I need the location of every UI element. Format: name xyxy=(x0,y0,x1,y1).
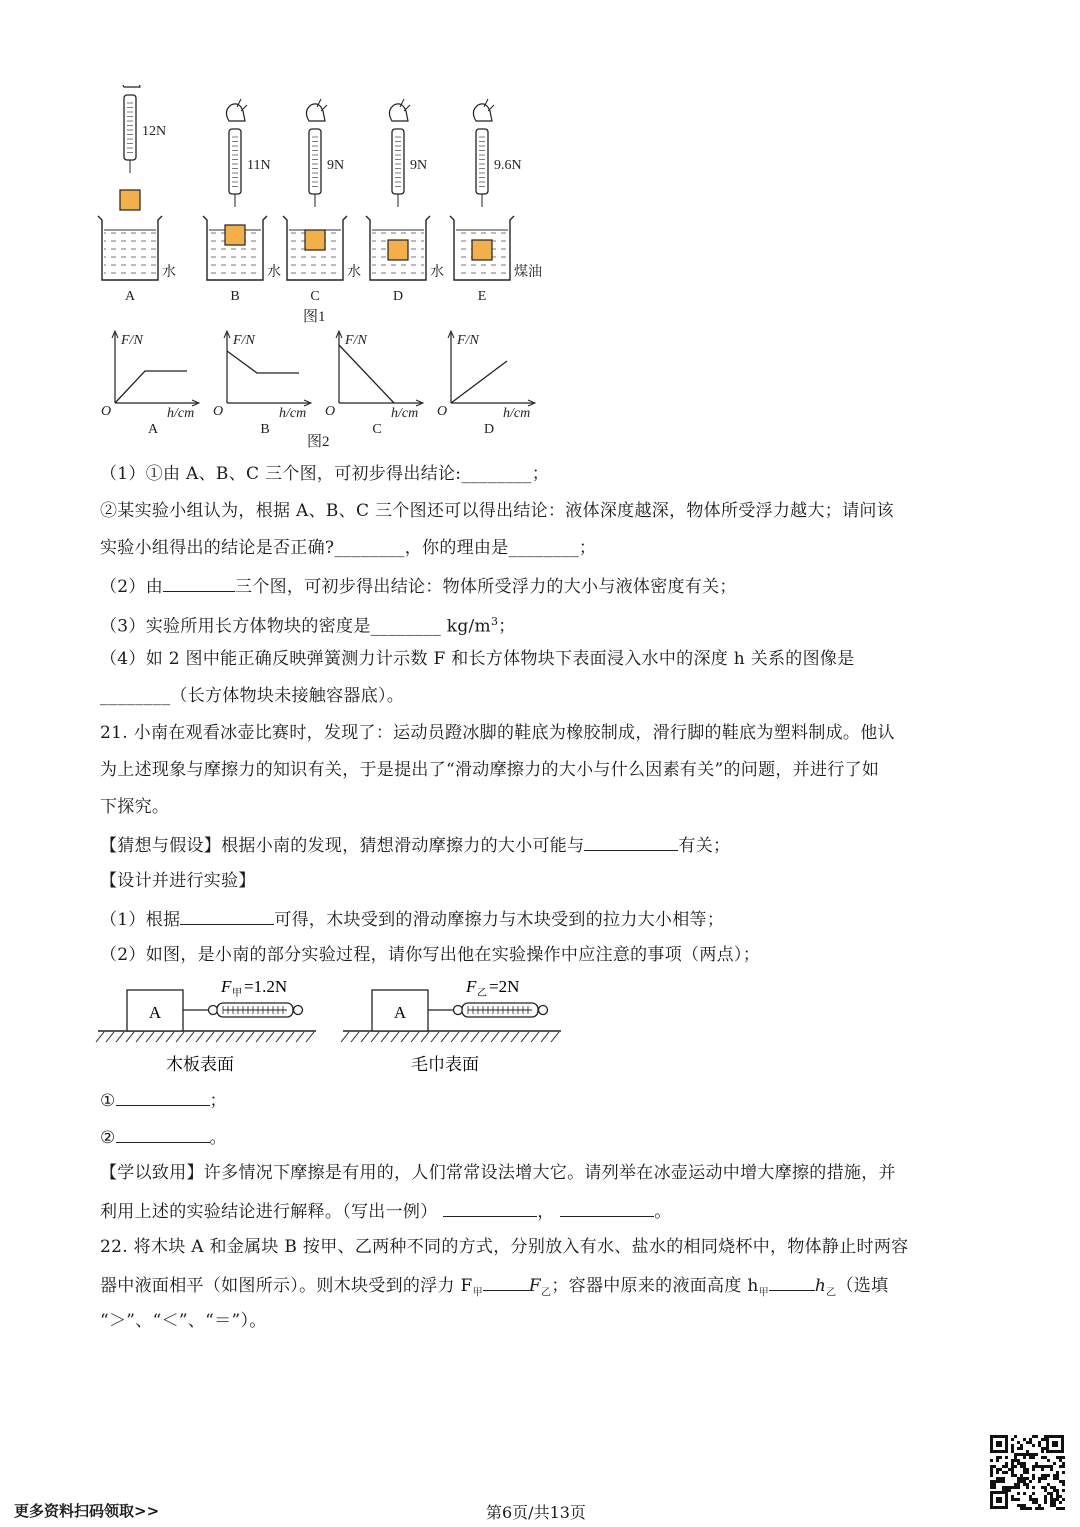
hand-icon xyxy=(389,104,408,121)
hand-icon xyxy=(226,104,245,121)
design-1-blank[interactable] xyxy=(180,906,274,925)
spring-scale-icon xyxy=(229,129,241,194)
spring-scale-icon xyxy=(309,129,321,194)
graph-A xyxy=(101,331,199,433)
hand-icon xyxy=(306,104,325,121)
apply-comma: ， xyxy=(537,1202,555,1222)
q21-line1: 21. 小南在观看冰壶比赛时，发现了：运动员蹬冰脚的鞋底为橡胶制成，滑行脚的鞋底为塑料制成。他认 xyxy=(100,723,895,743)
graph-D xyxy=(437,331,535,433)
y-axis-label: F/N xyxy=(121,333,143,348)
figure-2-caption: 图2 xyxy=(307,434,330,450)
caution-1-end: ； xyxy=(209,1091,227,1111)
setup-B xyxy=(203,99,281,304)
q4-line1: （4）如 2 图中能正确反映弹簧测力计示数 F 和长方体物块下表面浸入水中的深度 h 关系的图像是 xyxy=(100,649,855,669)
liquid-label-E: 煤油 xyxy=(514,264,542,280)
q22-prefix: 器中液面相平（如图所示）。则木块受到的浮力 F xyxy=(100,1276,473,1296)
graph-letter: A xyxy=(147,422,159,433)
friction-left-block-label: A xyxy=(148,1003,162,1022)
liquid-label-C: 水 xyxy=(347,264,361,280)
apply-line2 xyxy=(100,1198,672,1224)
figure-2-graphs xyxy=(95,328,555,433)
hypothesis-prefix: 【猜想与假设】根据小南的发现，猜想滑动摩擦力的大小可能与 xyxy=(100,836,585,856)
origin-label: O xyxy=(213,404,224,419)
graph-letter: B xyxy=(260,422,270,433)
setup-C xyxy=(283,99,361,304)
friction-left-force-value: =1.2N xyxy=(244,977,288,996)
q1-part2-line1: ②某实验小组认为，根据 A、B、C 三个图还可以得出结论：液体深度越深，物体所受浮力越大；请问该 xyxy=(100,501,894,521)
q22-line3: “＞”、“＜”、“＝”）。 xyxy=(100,1311,267,1331)
q3-suffix: ； xyxy=(498,616,516,637)
q1-part1: （1）①由 A、B、C 三个图，可初步得出结论:________； xyxy=(100,464,550,484)
graph-B xyxy=(213,331,311,433)
setup-letter-B: B xyxy=(230,289,240,304)
graph-curve xyxy=(227,351,299,373)
origin-label: O xyxy=(437,404,448,419)
q22-line2 xyxy=(100,1272,888,1305)
friction-right-force-value: =2N xyxy=(489,977,520,996)
graph-curve xyxy=(115,371,187,403)
x-axis-label: h/cm xyxy=(279,406,307,421)
q22-f2: F xyxy=(528,1276,542,1296)
friction-right-block-label: A xyxy=(393,1003,407,1022)
friction-right-force-symbol: F xyxy=(466,977,477,996)
qr-code-icon[interactable] xyxy=(988,1433,1066,1511)
q21-line3: 下探究。 xyxy=(100,797,170,817)
apply-line1: 【学以致用】许多情况下摩擦是有用的，人们常常设法增大它。请列举在冰壶运动中增大摩擦的措施，并 xyxy=(100,1163,896,1183)
apply-end: 。 xyxy=(654,1202,672,1222)
spring-scale-icon xyxy=(392,129,404,194)
apply-prefix: 利用上述的实验结论进行解释。（写出一例） xyxy=(100,1202,438,1222)
x-axis-label: h/cm xyxy=(167,406,195,421)
q22-sub2: 乙 xyxy=(541,1287,552,1299)
setup-A xyxy=(98,85,176,304)
block-icon xyxy=(120,190,140,210)
apply-blank-2[interactable] xyxy=(560,1198,654,1217)
caution-2-marker: ② xyxy=(100,1128,116,1148)
setup-letter-D: D xyxy=(392,289,404,304)
hypothesis-blank[interactable] xyxy=(584,832,678,851)
q22-mid: ；容器中原来的液面高度 h xyxy=(551,1276,759,1296)
graph-letter: C xyxy=(372,422,382,433)
design-1-prefix: （1）根据 xyxy=(100,910,181,930)
scale-reading-B: 11N xyxy=(247,158,271,173)
setup-letter-E: E xyxy=(477,289,487,304)
friction-right-setup xyxy=(341,977,561,1075)
setup-letter-A: A xyxy=(124,289,136,304)
scale-reading-E: 9.6N xyxy=(494,158,522,173)
friction-left-force-symbol: F xyxy=(221,977,232,996)
liquid-label-B: 水 xyxy=(267,264,281,280)
q22-blank-2[interactable] xyxy=(769,1272,815,1291)
q3-superscript: 3 xyxy=(490,615,499,628)
setup-letter-C: C xyxy=(310,289,320,304)
q22-sub1: 甲 xyxy=(472,1287,483,1299)
design-2: （2）如图，是小南的部分实验过程，请你写出他在实验操作中应注意的事项（两点）； xyxy=(100,945,761,965)
q3-prefix: （3）实验所用长方体物块的密度是________ kg/m xyxy=(100,616,491,637)
apply-blank-1[interactable] xyxy=(443,1198,537,1217)
x-axis-label: h/cm xyxy=(391,406,419,421)
q1-part2-line2: 实验小组得出的结论是否正确?________，你的理由是________； xyxy=(100,538,597,558)
q22-sub4: 乙 xyxy=(826,1287,837,1299)
q2-prefix: （2）由 xyxy=(100,577,164,597)
liquid-label-A: 水 xyxy=(162,264,176,280)
origin-label: O xyxy=(101,404,112,419)
hypothesis-suffix: 有关； xyxy=(678,836,731,856)
x-axis-label: h/cm xyxy=(503,406,531,421)
graph-curve xyxy=(451,361,507,403)
setup-D xyxy=(366,99,444,304)
friction-left-surface: 木板表面 xyxy=(166,1055,234,1075)
graph-curve xyxy=(339,345,394,403)
setup-E xyxy=(450,99,542,304)
scale-reading-C: 9N xyxy=(327,158,345,173)
q22-line1: 22. 将木块 A 和金属块 B 按甲、乙两种不同的方式，分别放入有水、盐水的相同烧杯中，物体静止时两容 xyxy=(100,1237,909,1257)
q22-sub3: 甲 xyxy=(758,1287,769,1299)
footer-more-materials-link[interactable]: 更多资料扫码领取>> xyxy=(14,1502,160,1520)
spring-scale-icon xyxy=(124,95,136,160)
spring-scale-icon xyxy=(476,129,488,194)
hand-icon xyxy=(121,85,140,87)
hand-icon xyxy=(473,104,492,121)
q22-blank-1[interactable] xyxy=(483,1272,529,1291)
figure-1-buoyancy-setups xyxy=(90,85,570,330)
q2-blank[interactable] xyxy=(163,573,235,592)
q22-h2: h xyxy=(814,1276,827,1296)
caution-2 xyxy=(100,1124,227,1150)
y-axis-label: F/N xyxy=(457,333,479,348)
figure-1-caption: 图1 xyxy=(303,309,326,325)
friction-right-surface: 毛巾表面 xyxy=(411,1055,479,1075)
design-1 xyxy=(100,906,724,932)
graph-C xyxy=(325,331,423,433)
scale-reading-A: 12N xyxy=(142,124,167,139)
caution-1 xyxy=(100,1087,227,1113)
q22-choose: （选填 xyxy=(836,1276,889,1296)
scale-reading-D: 9N xyxy=(410,158,428,173)
caution-2-end: 。 xyxy=(209,1128,227,1148)
friction-figure xyxy=(95,972,575,1082)
q4-line2: ________（长方体物块未接触容器底）。 xyxy=(100,686,405,706)
block-icon xyxy=(472,240,492,260)
block-icon xyxy=(305,230,325,250)
q3 xyxy=(100,610,516,639)
hypothesis xyxy=(100,832,730,858)
friction-right-force-subscript: 乙 xyxy=(477,988,487,999)
block-icon xyxy=(225,225,245,245)
caution-1-marker: ① xyxy=(100,1091,116,1111)
q2-suffix: 三个图，可初步得出结论：物体所受浮力的大小与液体密度有关； xyxy=(235,577,737,597)
footer-page-number: 第6页/共13页 xyxy=(486,1503,586,1522)
q2 xyxy=(100,573,737,599)
y-axis-label: F/N xyxy=(345,333,367,348)
design-1-suffix: 可得，木块受到的滑动摩擦力与木块受到的拉力大小相等； xyxy=(274,910,725,930)
y-axis-label: F/N xyxy=(233,333,255,348)
origin-label: O xyxy=(325,404,336,419)
graph-letter: D xyxy=(483,422,495,433)
q21-line2: 为上述现象与摩擦力的知识有关，于是提出了“滑动摩擦力的大小与什么因素有关”的问题，并进行了如 xyxy=(100,760,880,780)
caution-2-blank[interactable] xyxy=(116,1124,210,1143)
design-heading: 【设计并进行实验】 xyxy=(100,871,256,891)
friction-left-setup xyxy=(96,977,316,1075)
caution-1-blank[interactable] xyxy=(116,1087,210,1106)
liquid-label-D: 水 xyxy=(430,264,444,280)
friction-left-force-subscript: 甲 xyxy=(232,988,242,999)
block-icon xyxy=(388,240,408,260)
